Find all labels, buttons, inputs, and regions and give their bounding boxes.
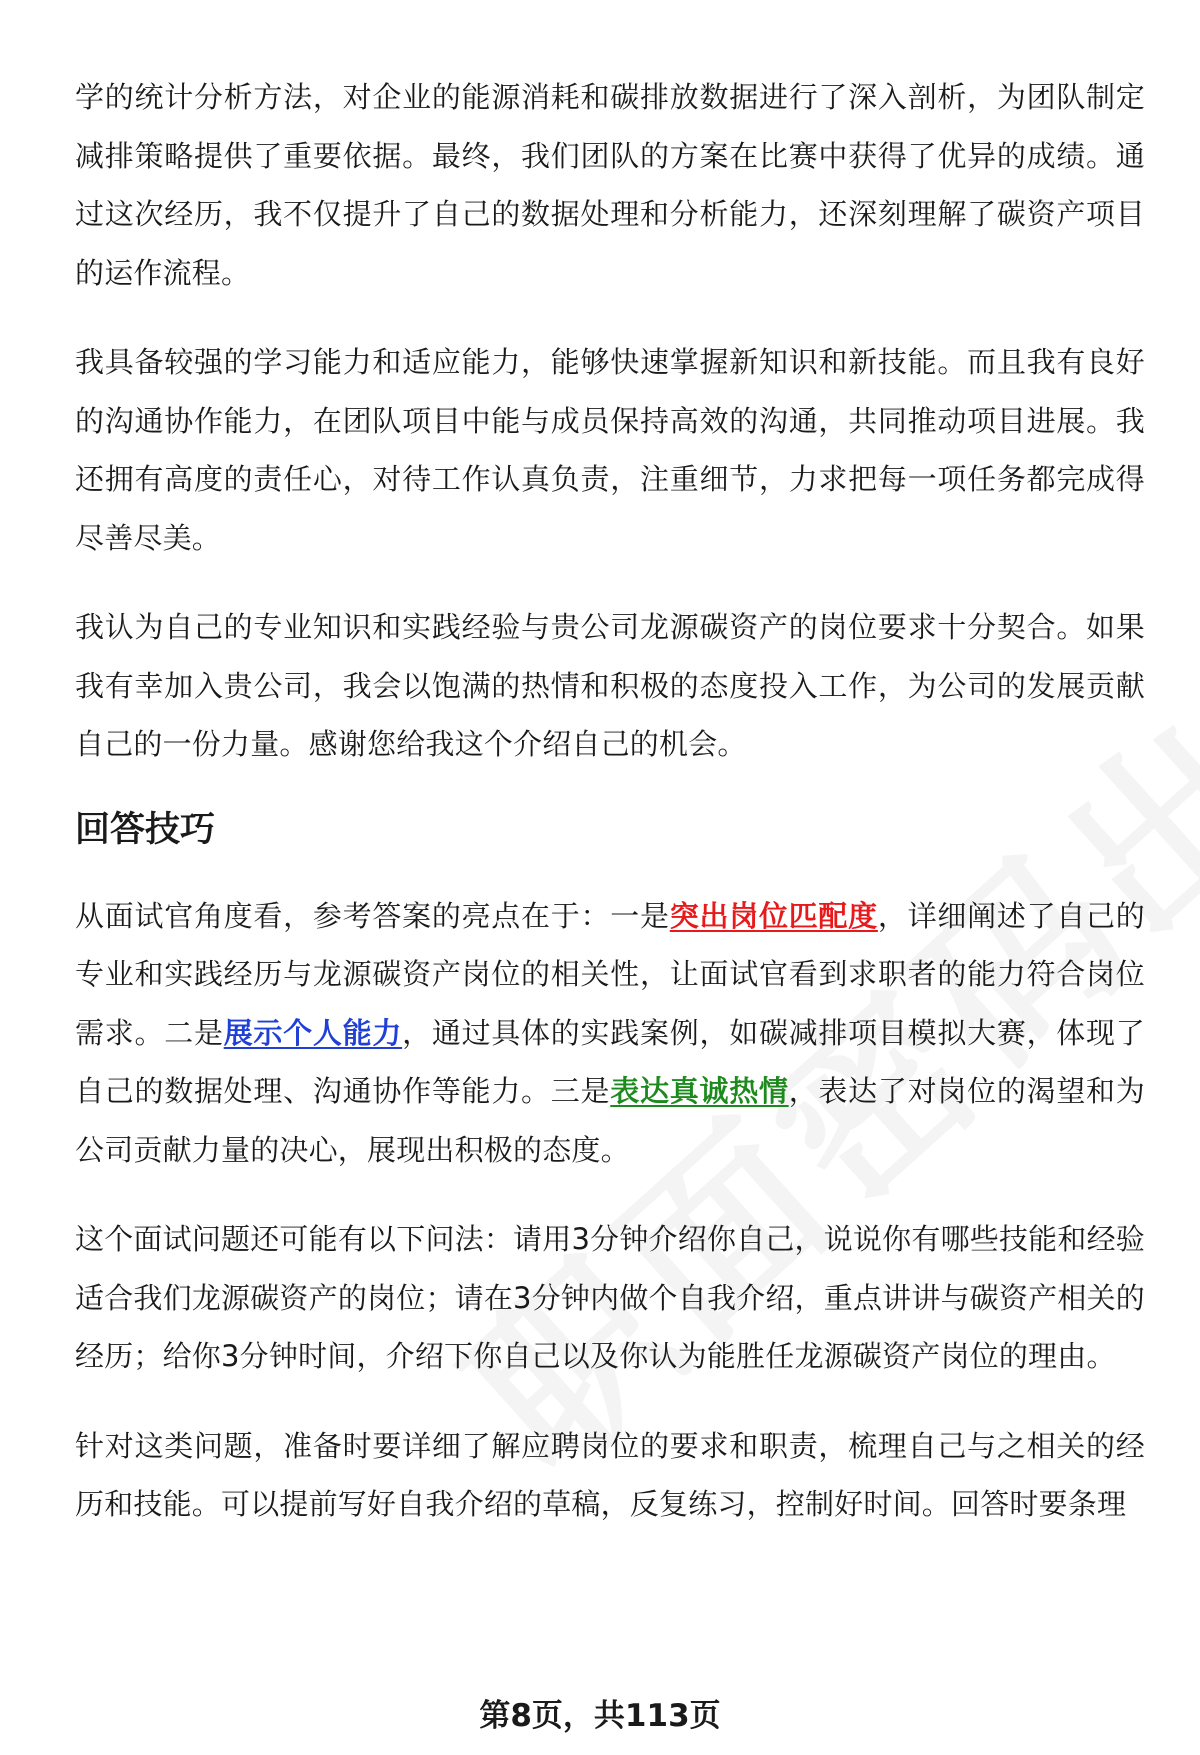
section-title-answer-tips: 回答技巧 xyxy=(75,809,216,850)
paragraph-personal-abilities: 我具备较强的学习能力和适应能力，能够快速掌握新知识和新技能。而且我有良好的沟通协作能力，在团队项目中能与成员保持高效的沟通，共同推动项目进展。我还拥有高度的责任心，对待工作认真负责，注重细节，力求把每一项任务都完成得尽善尽美。 xyxy=(75,345,1145,555)
document-page xyxy=(75,68,1145,1565)
page-number-footer: 第8页，共113页 xyxy=(479,1698,721,1734)
tips-text-2: ，详细阐述了自己的专业和实践经历与龙源碳资产岗位的相关性，让面试官看到求职者的能力符合岗位需求。二是 xyxy=(75,898,1145,1050)
tips-text-3: ，通过具体的实践案例，如碳减排项目模拟大赛，体现了自己的数据处理、沟通协作等能力。三是 xyxy=(75,1015,1145,1108)
highlight-job-match: 突出岗位匹配度 xyxy=(669,898,878,933)
paragraph-preparation-advice: 针对这类问题，准备时要详细了解应聘岗位的要求和职责，梳理自己与之相关的经历和技能。可以提前写好自我介绍的草稿，反复练习，控制好时间。回答时要条理 xyxy=(75,1428,1145,1521)
tips-text-1: 从面试官角度看，参考答案的亮点在于：一是 xyxy=(75,898,670,933)
paragraph-closing-statement: 我认为自己的专业知识和实践经验与贵公司龙源碳资产的岗位要求十分契合。如果我有幸加入贵公司，我会以饱满的热情和积极的态度投入工作，为公司的发展贡献自己的一份力量。感谢您给我这个介绍自己的机会。 xyxy=(75,610,1145,761)
highlight-show-ability: 展示个人能力 xyxy=(223,1015,403,1050)
tips-text-4: ，表达了对岗位的渴望和为公司贡献力量的决心，展现出积极的态度。 xyxy=(75,1074,1145,1167)
paragraph-alternate-questions: 这个面试问题还可能有以下问法：请用3分钟介绍你自己，说说你有哪些技能和经验适合我们龙源碳资产的岗位；请在3分钟内做个自我介绍，重点讲讲与碳资产相关的经历；给你3分钟时间，介绍下你自己以及你认为能胜任龙源碳资产岗位的理由。 xyxy=(75,1222,1145,1373)
highlight-sincere-passion: 表达真诚热情 xyxy=(610,1074,789,1108)
paragraph-answer-highlights xyxy=(75,887,1145,1180)
paragraph-competition-result: 学的统计分析方法，对企业的能源消耗和碳排放数据进行了深入剖析，为团队制定减排策略提供了重要依据。最终，我们团队的方案在比赛中获得了优异的成绩。通过这次经历，我不仅提升了自己的数据处理和分析能力，还深刻理解了碳资产项目的运作流程。 xyxy=(75,80,1145,290)
